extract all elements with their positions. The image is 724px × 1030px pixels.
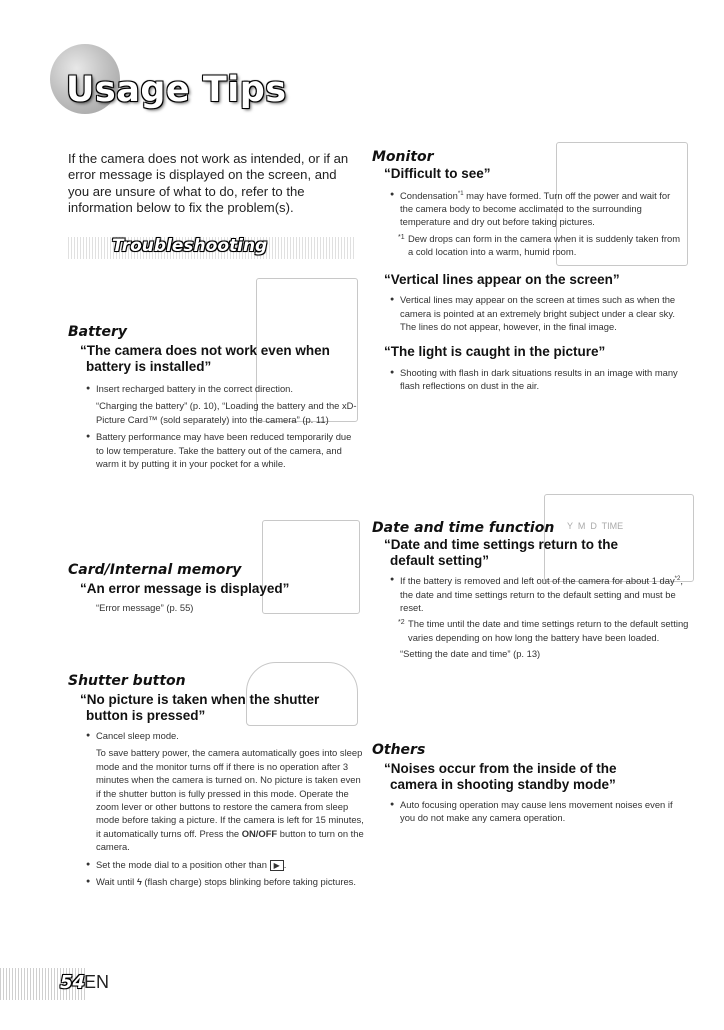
battery-bullet-1: ● Insert recharged battery in the correct direction.: [86, 382, 360, 395]
battery-question-line2: battery is installed”: [86, 358, 212, 374]
shutter-bullet-3-pre: Wait until: [96, 876, 135, 888]
others-section: [372, 742, 682, 825]
datetime-note: “Setting the date and time” (p. 13): [400, 648, 541, 660]
shutter-body-text: To save battery power, the camera automatically goes into sleep mode and the monitor turns off if there is no operation after 3 minutes when the camera is turned on. No picture is taken even if the shutter button is fully pressed in this mode. Operate the zoom lever or other buttons to restore the camera from sleep mode before taking a picture. If the camera is left for 15 minutes, it automatically turns off. Press the: [96, 747, 364, 839]
condensation-text: Condensation: [400, 189, 458, 201]
shutter-question-line2: button is pressed”: [86, 707, 206, 723]
battery-note: “Charging the battery” (p. 10), “Loading the battery and the xD-Picture Card™ (sold separately) into the camera” (p. 11): [96, 400, 357, 425]
others-question-line1: “Noises occur from the inside of the: [384, 761, 617, 776]
datetime-section: [372, 520, 690, 661]
flash-icon: ϟ: [136, 876, 142, 888]
monitor-bullet-2: ● Vertical lines may appear on the screen at times such as when the camera is pointed at an extremely bright subject under a clear sky. The lines do not appear, however, in the final image.: [390, 293, 682, 333]
troubleshooting-title: Troubleshooting: [112, 236, 268, 256]
shutter-body-text-end: button to turn on the camera.: [96, 827, 364, 853]
playback-icon: ▶: [270, 860, 284, 871]
datetime-footnote: [390, 617, 690, 644]
datetime-question-line1: “Date and time settings return to the: [384, 537, 619, 552]
battery-section: [68, 324, 360, 470]
shutter-bullet-1: ● Cancel sleep mode.: [86, 729, 364, 742]
card-note: “Error message” (p. 55): [96, 601, 194, 613]
monitor-bullet-1: [390, 188, 682, 229]
monitor-bullet-3: ● Shooting with flash in dark situations results in an image with many flash reflections on dust in the air.: [390, 366, 682, 393]
battery-title: Battery: [68, 324, 128, 340]
intro-text: If the camera does not work as intended, or if an error message is displayed on the screen, and you are unsure of what to do, refer to the information below to fix the problem(s).: [68, 151, 349, 216]
footnote-ref-2: *2: [674, 576, 681, 582]
footnote-mark-1: *1: [398, 233, 405, 241]
monitor-question-1: “Difficult to see”: [384, 166, 491, 181]
date-screen-label: Y M D TIME: [567, 521, 624, 531]
on-off-key-label: ON/OFF: [241, 827, 278, 839]
others-title: Others: [372, 742, 426, 758]
footnote-mark-2: *2: [398, 619, 405, 627]
monitor-title: Monitor: [372, 149, 434, 165]
shutter-title: Shutter button: [68, 673, 186, 689]
battery-bullet-2: ● Battery performance may have been reduced temporarily due to low temperature. Take the battery out of the camera, and warm it by putting it in your pocket for a while.: [86, 430, 360, 470]
card-title: Card/Internal memory: [68, 562, 242, 578]
shutter-question-line1: “No picture is taken when the shutter: [80, 692, 320, 707]
monitor-question-2: “Vertical lines appear on the screen”: [384, 271, 620, 287]
card-question: “An error message is displayed”: [80, 581, 290, 596]
footnote-text-2: The time until the date and time settings return to the default setting varies depending on how long the battery have been loaded.: [408, 618, 689, 643]
shutter-bullet-3: [86, 875, 364, 888]
monitor-section: [372, 149, 682, 393]
monitor-question-3: “The light is caught in the picture”: [384, 344, 606, 360]
datetime-bullet-1: [390, 573, 690, 614]
shutter-section: [68, 673, 364, 888]
datetime-bullet-text-end: , the date and time settings return to the default setting and must be reset.: [400, 575, 683, 613]
footnote-text-1: Dew drops can form in the camera when it is suddenly taken from a cold location into a warm, humid room.: [408, 232, 680, 258]
datetime-question-line2: default setting”: [390, 552, 490, 568]
page-number: 54: [60, 972, 86, 993]
monitor-footnote: [390, 232, 682, 259]
shutter-bullet-2: ● Set the mode dial to a position other than ▶ .: [86, 858, 364, 871]
page-title: Usage Tips: [66, 70, 287, 110]
shutter-bullet-1-body: [86, 746, 364, 853]
shutter-bullet-3-post: (flash charge) stops blinking before taking pictures.: [144, 876, 356, 888]
others-bullet-1: ● Auto focusing operation may cause lens movement noises even if you do not make any camera operation.: [390, 798, 682, 825]
battery-question-line1: “The camera does not work even when: [80, 343, 330, 358]
others-question-line2: camera in shooting standby mode”: [390, 776, 616, 792]
datetime-bullet-text: If the battery is removed and left out of the camera for about 1 day: [400, 575, 675, 587]
page-language: EN: [84, 972, 110, 992]
footnote-ref-1: *1: [457, 190, 464, 197]
shutter-bullet-2-text: Set the mode dial to a position other than: [96, 858, 267, 870]
datetime-title: Date and time function: [372, 520, 555, 536]
condensation-text-end: may have formed. Turn off the power and wait for the camera body to become acclimated to the surrounding temperature and dry out before taking pictures.: [400, 189, 671, 228]
card-section: [68, 562, 360, 614]
